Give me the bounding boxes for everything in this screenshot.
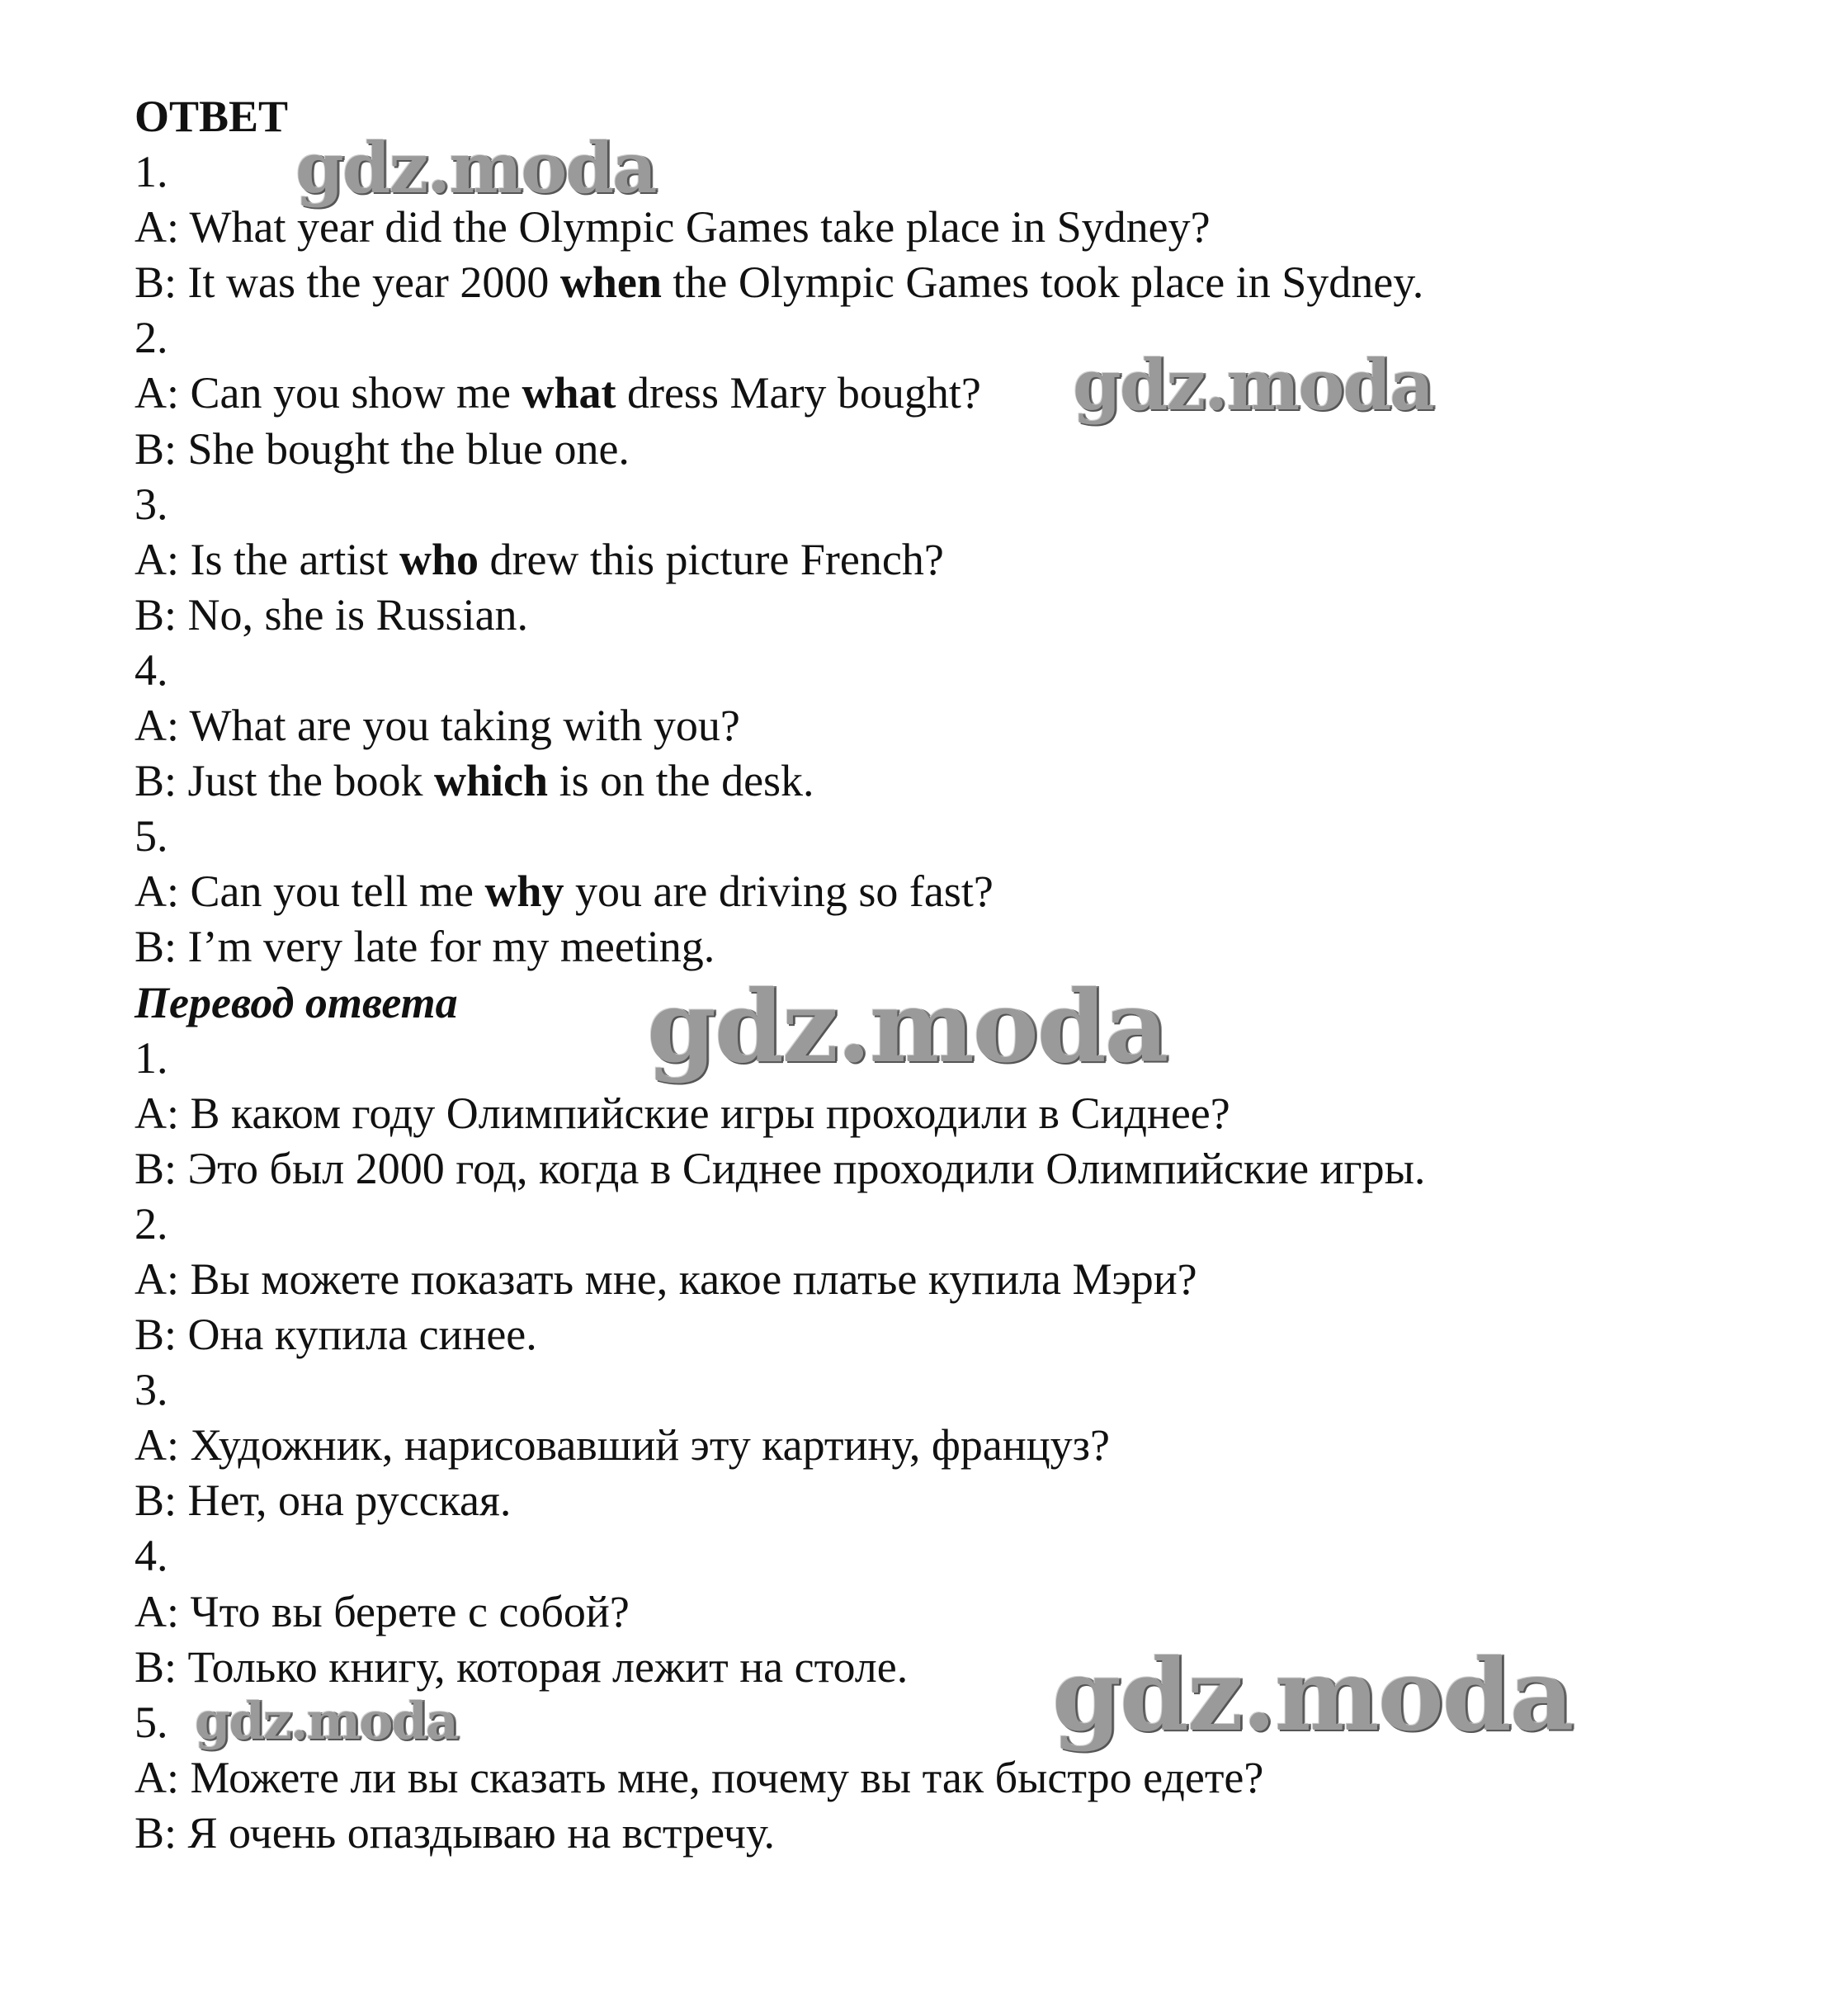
translation-line-b: B: Это был 2000 год, когда в Сиднее проходили Олимпийские игры.	[135, 1143, 1426, 1193]
translation-line-a: A: В каком году Олимпийские игры проходили в Сиднее?	[135, 1088, 1230, 1138]
answer-text: you are driving so fast?	[564, 866, 994, 917]
answer-keyword: which	[434, 756, 549, 806]
answer-text: A: Can you show me	[135, 368, 522, 418]
answer-text: B: Just the book	[135, 756, 435, 806]
watermark: gdz.moda	[1073, 344, 1433, 426]
watermark: gdz.moda	[195, 1691, 457, 1751]
translation-line-b: B: Она купила синее.	[135, 1310, 537, 1360]
translation-line-b: B: Я очень опаздываю на встречу.	[135, 1807, 776, 1858]
answer-line-b	[135, 919, 1768, 975]
watermark: gdz.moda	[1052, 1637, 1573, 1754]
answer-line-a	[135, 366, 1768, 421]
translation-line-a: A: Художник, нарисовавший эту картину, француз?	[135, 1420, 1110, 1471]
answer-line-a	[135, 532, 1768, 588]
translation-heading: Перевод ответа	[135, 977, 458, 1027]
answer-text: B: No, she is Russian.	[135, 589, 529, 640]
translation-line-b: B: Только книгу, которая лежит на столе.	[135, 1641, 909, 1692]
answer-text: B: I’m very late for my meeting.	[135, 922, 715, 972]
translation-item-number: 2.	[135, 1198, 168, 1249]
answer-text: A: Can you tell me	[135, 866, 485, 917]
watermark: gdz.moda	[647, 969, 1168, 1085]
answer-keyword: why	[484, 866, 564, 917]
answer-text: the Olympic Games took place in Sydney.	[661, 257, 1424, 308]
answer-item-number: 3.	[135, 479, 168, 529]
translation-item-number: 4.	[135, 1531, 168, 1581]
watermark: gdz.moda	[295, 127, 656, 209]
answer-line-a	[135, 864, 1768, 919]
answer-line-b	[135, 753, 1768, 809]
translation-item-number: 3.	[135, 1365, 168, 1415]
answer-text: B: She bought the blue one.	[135, 423, 630, 474]
answer-item-number: 1.	[135, 147, 168, 197]
translation-line-a: A: Можете ли вы сказать мне, почему вы так быстро едете?	[135, 1752, 1264, 1802]
answer-text: B: It was the year 2000	[135, 257, 560, 308]
answer-text: A: Is the artist	[135, 534, 399, 584]
answer-text: is on the desk.	[548, 756, 814, 806]
answer-text: A: What are you taking with you?	[135, 701, 740, 751]
translation-line-b: B: Нет, она русская.	[135, 1475, 512, 1526]
translation-line-a: A: Что вы берете с собой?	[135, 1586, 630, 1636]
answer-text: drew this picture French?	[478, 534, 944, 584]
answer-item-number: 5.	[135, 811, 168, 862]
answer-line-a	[135, 698, 1768, 753]
answer-text: A: What year did the Olympic Games take place in Sydney?	[135, 202, 1211, 253]
translation-item-number: 5.	[135, 1697, 168, 1747]
answer-heading: ОТВЕТ	[135, 92, 289, 141]
answer-item-number: 4.	[135, 644, 168, 695]
answer-keyword: who	[399, 534, 479, 584]
translation-item-number: 1.	[135, 1032, 168, 1083]
answer-line-b	[135, 422, 1768, 477]
answer-line-b	[135, 255, 1768, 310]
answer-item-number: 2.	[135, 313, 168, 363]
translation-line-a: A: Вы можете показать мне, какое платье купила Мэри?	[135, 1254, 1197, 1304]
answer-keyword: when	[559, 257, 662, 308]
answer-keyword: what	[522, 368, 616, 418]
answer-text: dress Mary bought?	[616, 368, 981, 418]
answer-line-b	[135, 588, 1768, 643]
